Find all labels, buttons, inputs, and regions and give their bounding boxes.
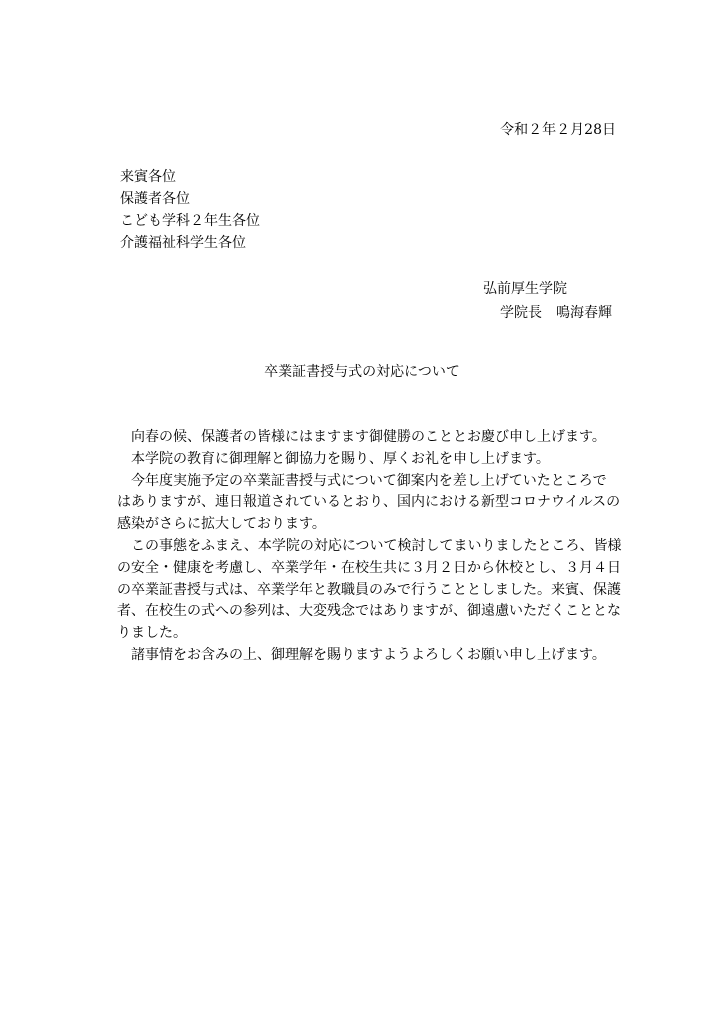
body-line: 本学院の教育に御理解と御協力を賜り、厚くお礼を申し上げます。 — [131, 450, 550, 467]
document-date: 令和２年２月28日 — [500, 122, 616, 138]
body-line: 向春の候、保護者の皆様にはますます御健勝のこととお慶び申し上げます。 — [131, 429, 606, 445]
body-line: 感染がさらに拡大しております。 — [117, 516, 326, 533]
recipient-item: 保護者各位 — [120, 191, 190, 207]
recipient-item: 来賓各位 — [120, 169, 176, 185]
body-paragraph — [103, 536, 623, 645]
body-paragraph — [103, 427, 623, 449]
sender-title-name: 学院長 鳴海春輝 — [500, 305, 612, 321]
body-line: 諸事情をお含みの上、御理解を賜りますようよろしくお願い申し上げます。 — [131, 646, 606, 663]
recipient-list — [120, 166, 260, 254]
body-paragraph — [103, 471, 623, 536]
sender-organization: 弘前厚生学院 — [483, 281, 567, 297]
document-body — [103, 427, 623, 667]
document-subject: 卒業証書授与式の対応について — [264, 364, 460, 380]
body-line: はありますが、連日報道されているとおり、国内における新型コロナウイルスの — [117, 494, 621, 511]
body-line: の安全・健康を考慮し、卒業学年・在校生共に３月２日から休校とし、３月４日 — [117, 559, 621, 576]
body-line: 者、在校生の式への参列は、大変残念ではありますが、御遠慮いただくこととな — [117, 603, 621, 620]
sender-block — [483, 277, 612, 325]
body-line: りました。 — [117, 625, 187, 642]
body-line: の卒業証書授与式は、卒業学年と教職員のみで行うこととしました。来賓、保護 — [117, 581, 621, 598]
recipient-item: こども学科２年生各位 — [120, 213, 260, 229]
recipient-item: 介護福祉科学生各位 — [120, 235, 246, 251]
body-line: この事態をふまえ、本学院の対応について検討してまいりましたところ、皆様 — [131, 537, 622, 554]
body-line: 今年度実施予定の卒業証書授与式について御案内を差し上げていたところで — [131, 472, 607, 489]
body-paragraph — [103, 645, 623, 667]
body-paragraph — [103, 449, 623, 471]
